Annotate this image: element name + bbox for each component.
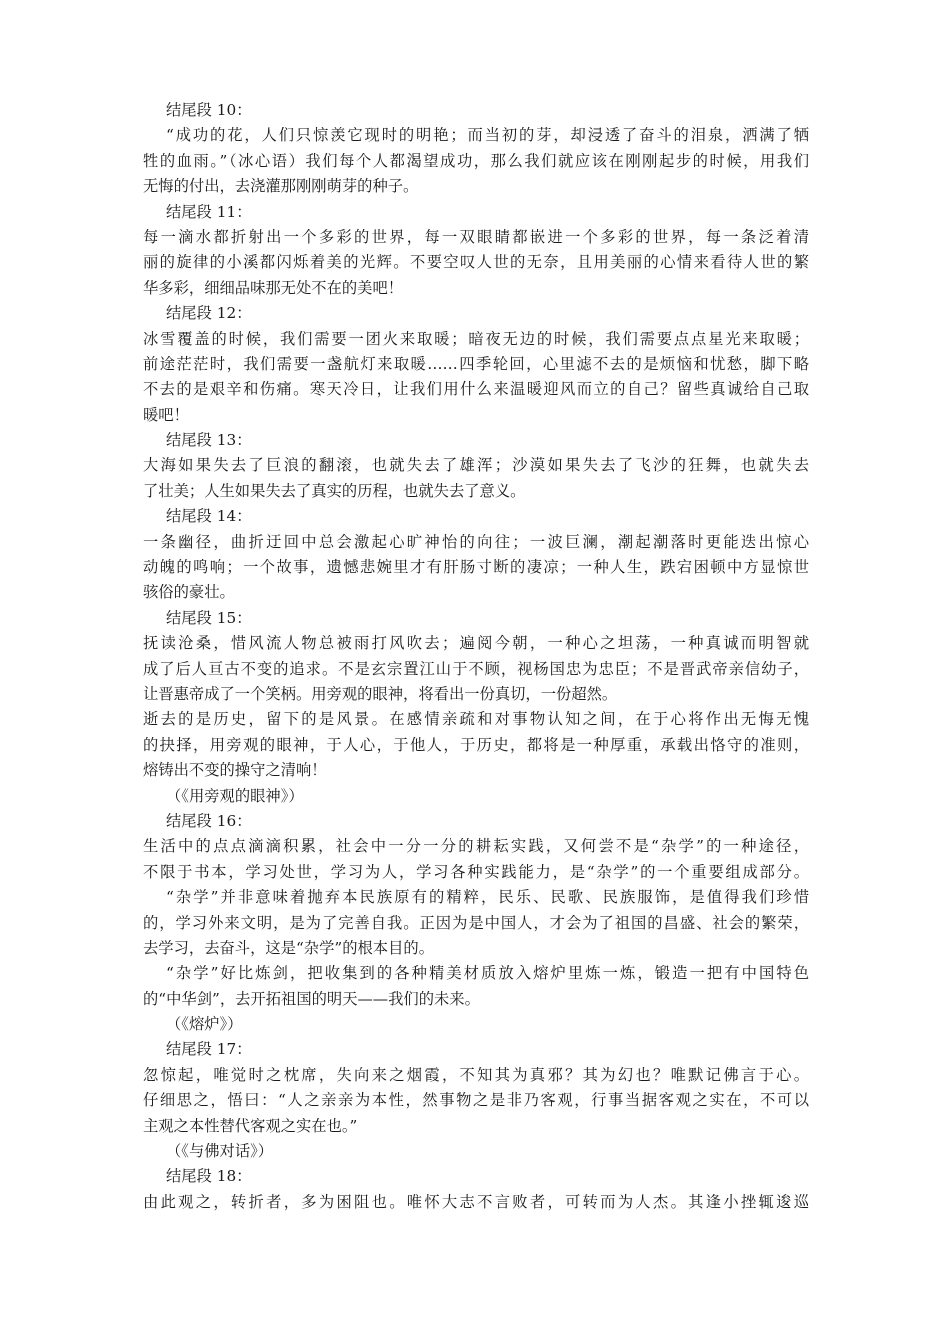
paragraph-line: 让晋惠帝成了一个笑柄。用旁观的眼神，将看出一份真切，一份超然。 [143,684,618,703]
paragraph-line: 的抉择，用旁观的眼神，于人心，于他人，于历史，都将是一种厚重，承载出恪守的准则， [143,735,809,754]
document-page [143,98,809,1215]
section-heading: 结尾段 13： [166,431,252,450]
paragraph-line: 熔铸出不变的操守之清响！ [143,761,327,780]
source-citation: （《用旁观的眼神》） [166,786,304,805]
paragraph-line: 牲的血雨。”（冰心语）我们每个人都渴望成功，那么我们就应该在刚刚起步的时候，用我们 [143,151,809,170]
paragraph-line: 生活中的点点滴滴积累，社会中一分一分的耕耘实践，又何尝不是“杂学”的一种途径， [143,837,809,856]
source-citation: （《熔炉》） [166,1015,243,1034]
paragraph-line: 前途茫茫时，我们需要一盏航灯来取暖……四季轮回，心里滤不去的是烦恼和忧愁，脚下略 [143,354,809,373]
section-heading: 结尾段 11： [166,202,252,221]
paragraph-line: 忽惊起，唯觉时之枕席，失向来之烟霞，不知其为真邪？其为幻也？唯默记佛言于心。 [143,1065,809,1084]
section-heading: 结尾段 17： [166,1040,252,1059]
paragraph-line: 不去的是艰辛和伤痛。寒天冷日，让我们用什么来温暖迎风而立的自己？留些真诚给自己取 [143,380,809,399]
section-heading: 结尾段 12： [166,304,252,323]
paragraph-line: 丽的旋律的小溪都闪烁着美的光辉。不要空叹人世的无奈，且用美丽的心情来看待人世的繁 [143,253,809,272]
paragraph-line: 一条幽径，曲折迂回中总会激起心旷神怡的向往；一波巨澜，潮起潮落时更能迭出惊心 [143,532,809,551]
paragraph-line: “成功的花，人们只惊羡它现时的明艳；而当初的芽，却浸透了奋斗的泪泉，洒满了牺 [166,126,809,145]
paragraph-line: 逝去的是历史，留下的是风景。在感情亲疏和对事物认知之间，在于心将作出无悔无愧 [143,710,809,729]
paragraph-line: 暖吧！ [143,405,189,424]
paragraph-line: “杂学”并非意味着抛弃本民族原有的精粹，民乐、民歌、民族服饰，是值得我们珍惜 [166,888,809,907]
section-heading: 结尾段 14： [166,507,252,526]
paragraph-line: 去学习，去奋斗，这是“杂学”的根本目的。 [143,938,434,957]
paragraph-line: 华多彩，细细品味那无处不在的美吧！ [143,278,404,297]
paragraph-line: 动魄的鸣响；一个故事，遗憾悲婉里才有肝肠寸断的凄凉；一种人生，跌宕困顿中方显惊世 [143,558,809,577]
source-citation: （《与佛对话》） [166,1142,274,1161]
paragraph-line: 不限于书本，学习处世，学习为人，学习各种实践能力，是“杂学”的一个重要组成部分。 [143,862,809,881]
section-heading: 结尾段 16： [166,811,252,830]
paragraph-line: 的，学习外来文明，是为了完善自我。正因为是中国人，才会为了祖国的昌盛、社会的繁荣， [143,913,809,932]
paragraph-line: 骇俗的豪壮。 [143,583,235,602]
paragraph-line: 的“中华剑”，去开拓祖国的明天——我们的未来。 [143,989,480,1008]
paragraph-line: 抚读沧桑，惜风流人物总被雨打风吹去；遍阅今朝，一种心之坦荡，一种真诚而明智就 [143,634,809,653]
paragraph-line: 成了后人亘古不变的追求。不是玄宗置江山于不顾，视杨国忠为忠臣；不是晋武帝亲信幼子， [143,659,809,678]
paragraph-line: 仔细思之，悟曰：“人之亲亲为本性，然事物之是非乃客观，行事当据客观之实在，不可以 [143,1091,809,1110]
section-heading: 结尾段 15： [166,608,252,627]
paragraph-line: 无悔的付出，去浇灌那刚刚萌芽的种子。 [143,177,419,196]
paragraph-line: 冰雪覆盖的时候，我们需要一团火来取暖；暗夜无边的时候，我们需要点点星光来取暖； [143,329,809,348]
section-heading: 结尾段 18： [166,1167,252,1186]
paragraph-line: 大海如果失去了巨浪的翻滚，也就失去了雄浑；沙漠如果失去了飞沙的狂舞，也就失去 [143,456,809,475]
paragraph-line: 了壮美；人生如果失去了真实的历程，也就失去了意义。 [143,481,526,500]
paragraph-line: 由此观之，转折者，多为困阻也。唯怀大志不言败者，可转而为人杰。其逢小挫辄逡巡 [143,1192,809,1211]
paragraph-line: 每一滴水都折射出一个多彩的世界，每一双眼睛都嵌进一个多彩的世界，每一条泛着清 [143,227,809,246]
paragraph-line: 主观之本性替代客观之实在也。” [143,1116,358,1135]
paragraph-line: “杂学”好比炼剑，把收集到的各种精美材质放入熔炉里炼一炼，锻造一把有中国特色 [166,964,809,983]
section-heading: 结尾段 10： [166,101,252,119]
